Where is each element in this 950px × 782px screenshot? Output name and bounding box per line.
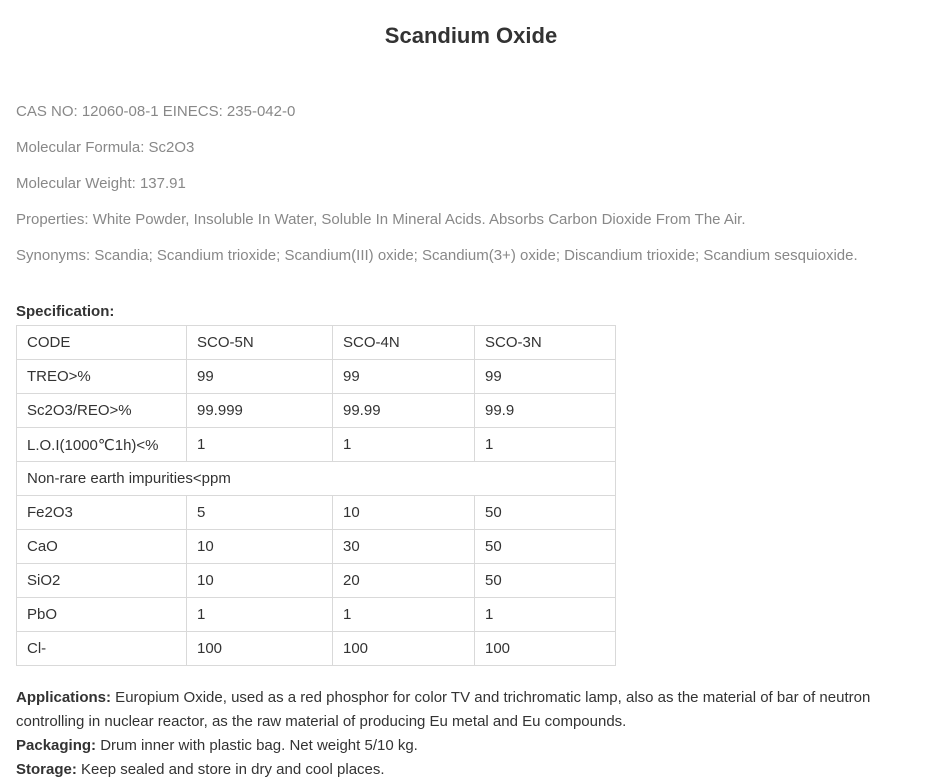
table-cell: TREO>% — [17, 360, 187, 394]
table-row — [17, 394, 616, 428]
table-cell: 50 — [475, 564, 616, 598]
table-cell: 1 — [475, 428, 616, 462]
product-notes — [16, 686, 931, 782]
table-row — [17, 360, 616, 394]
table-cell: SCO-5N — [187, 326, 333, 360]
table-cell: 50 — [475, 530, 616, 564]
table-cell: 1 — [187, 598, 333, 632]
storage-text: Keep sealed and store in dry and cool places. — [76, 761, 385, 778]
table-cell: SCO-4N — [333, 326, 475, 360]
table-row — [17, 496, 616, 530]
molecular-weight: Molecular Weight: 137.91 — [16, 175, 186, 192]
table-cell: 50 — [475, 496, 616, 530]
synonyms: Synonyms: Scandia; Scandium trioxide; Scandium(III) oxide; Scandium(3+) oxide; Discandium trioxide; Scandium sesquioxide. — [16, 247, 858, 264]
table-cell: 10 — [187, 530, 333, 564]
table-cell: CaO — [17, 530, 187, 564]
table-cell: SiO2 — [17, 564, 187, 598]
product-info — [16, 100, 936, 280]
properties: Properties: White Powder, Insoluble In Water, Soluble In Mineral Acids. Absorbs Carbon Dioxide From The Air. — [16, 211, 746, 228]
table-section-row — [17, 462, 616, 496]
table-cell: 100 — [187, 632, 333, 666]
table-cell: 1 — [333, 428, 475, 462]
table-row — [17, 530, 616, 564]
table-cell: PbO — [17, 598, 187, 632]
table-cell: 99.99 — [333, 394, 475, 428]
table-row — [17, 564, 616, 598]
table-cell: Cl- — [17, 632, 187, 666]
table-cell: Sc2O3/REO>% — [17, 394, 187, 428]
table-header-row — [17, 326, 616, 360]
table-cell: 1 — [187, 428, 333, 462]
storage-label: Storage: — [16, 761, 77, 778]
applications-label: Applications: — [16, 689, 112, 706]
table-cell: 20 — [333, 564, 475, 598]
table-cell: Fe2O3 — [17, 496, 187, 530]
table-cell: SCO-3N — [475, 326, 616, 360]
table-cell: CODE — [17, 326, 187, 360]
cas-number: CAS NO: 12060-08-1 EINECS: 235-042-0 — [16, 103, 296, 120]
table-cell: L.O.I(1000℃1h)<% — [17, 428, 187, 462]
table-cell: 99 — [333, 360, 475, 394]
packaging-paragraph — [16, 734, 931, 758]
packaging-label: Packaging: — [16, 737, 97, 754]
table-row — [17, 598, 616, 632]
table-cell: 30 — [333, 530, 475, 564]
table-cell: 99.9 — [475, 394, 616, 428]
storage-paragraph — [16, 758, 931, 782]
packaging-text: Drum inner with plastic bag. Net weight 5/10 kg. — [96, 737, 418, 754]
table-cell: 1 — [333, 598, 475, 632]
applications-paragraph — [16, 686, 931, 734]
table-cell: 100 — [333, 632, 475, 666]
table-cell: 5 — [187, 496, 333, 530]
table-row — [17, 428, 616, 462]
table-cell: 10 — [333, 496, 475, 530]
molecular-formula: Molecular Formula: Sc2O3 — [16, 139, 195, 156]
table-cell: 100 — [475, 632, 616, 666]
table-row — [17, 632, 616, 666]
page-title: Scandium Oxide — [384, 23, 558, 48]
table-cell: 99.999 — [187, 394, 333, 428]
table-cell: 10 — [187, 564, 333, 598]
specification-table — [16, 325, 616, 666]
impurities-section-heading: Non-rare earth impurities<ppm — [17, 462, 616, 496]
table-cell: 99 — [475, 360, 616, 394]
table-cell: 1 — [475, 598, 616, 632]
specification-label: Specification: — [16, 303, 115, 320]
applications-text: Europium Oxide, used as a red phosphor for color TV and trichromatic lamp, also as the material of bar of neutron controlling in nuclear reactor, as the raw material of producing Eu metal and Eu compounds. — [16, 689, 871, 730]
table-cell: 99 — [187, 360, 333, 394]
